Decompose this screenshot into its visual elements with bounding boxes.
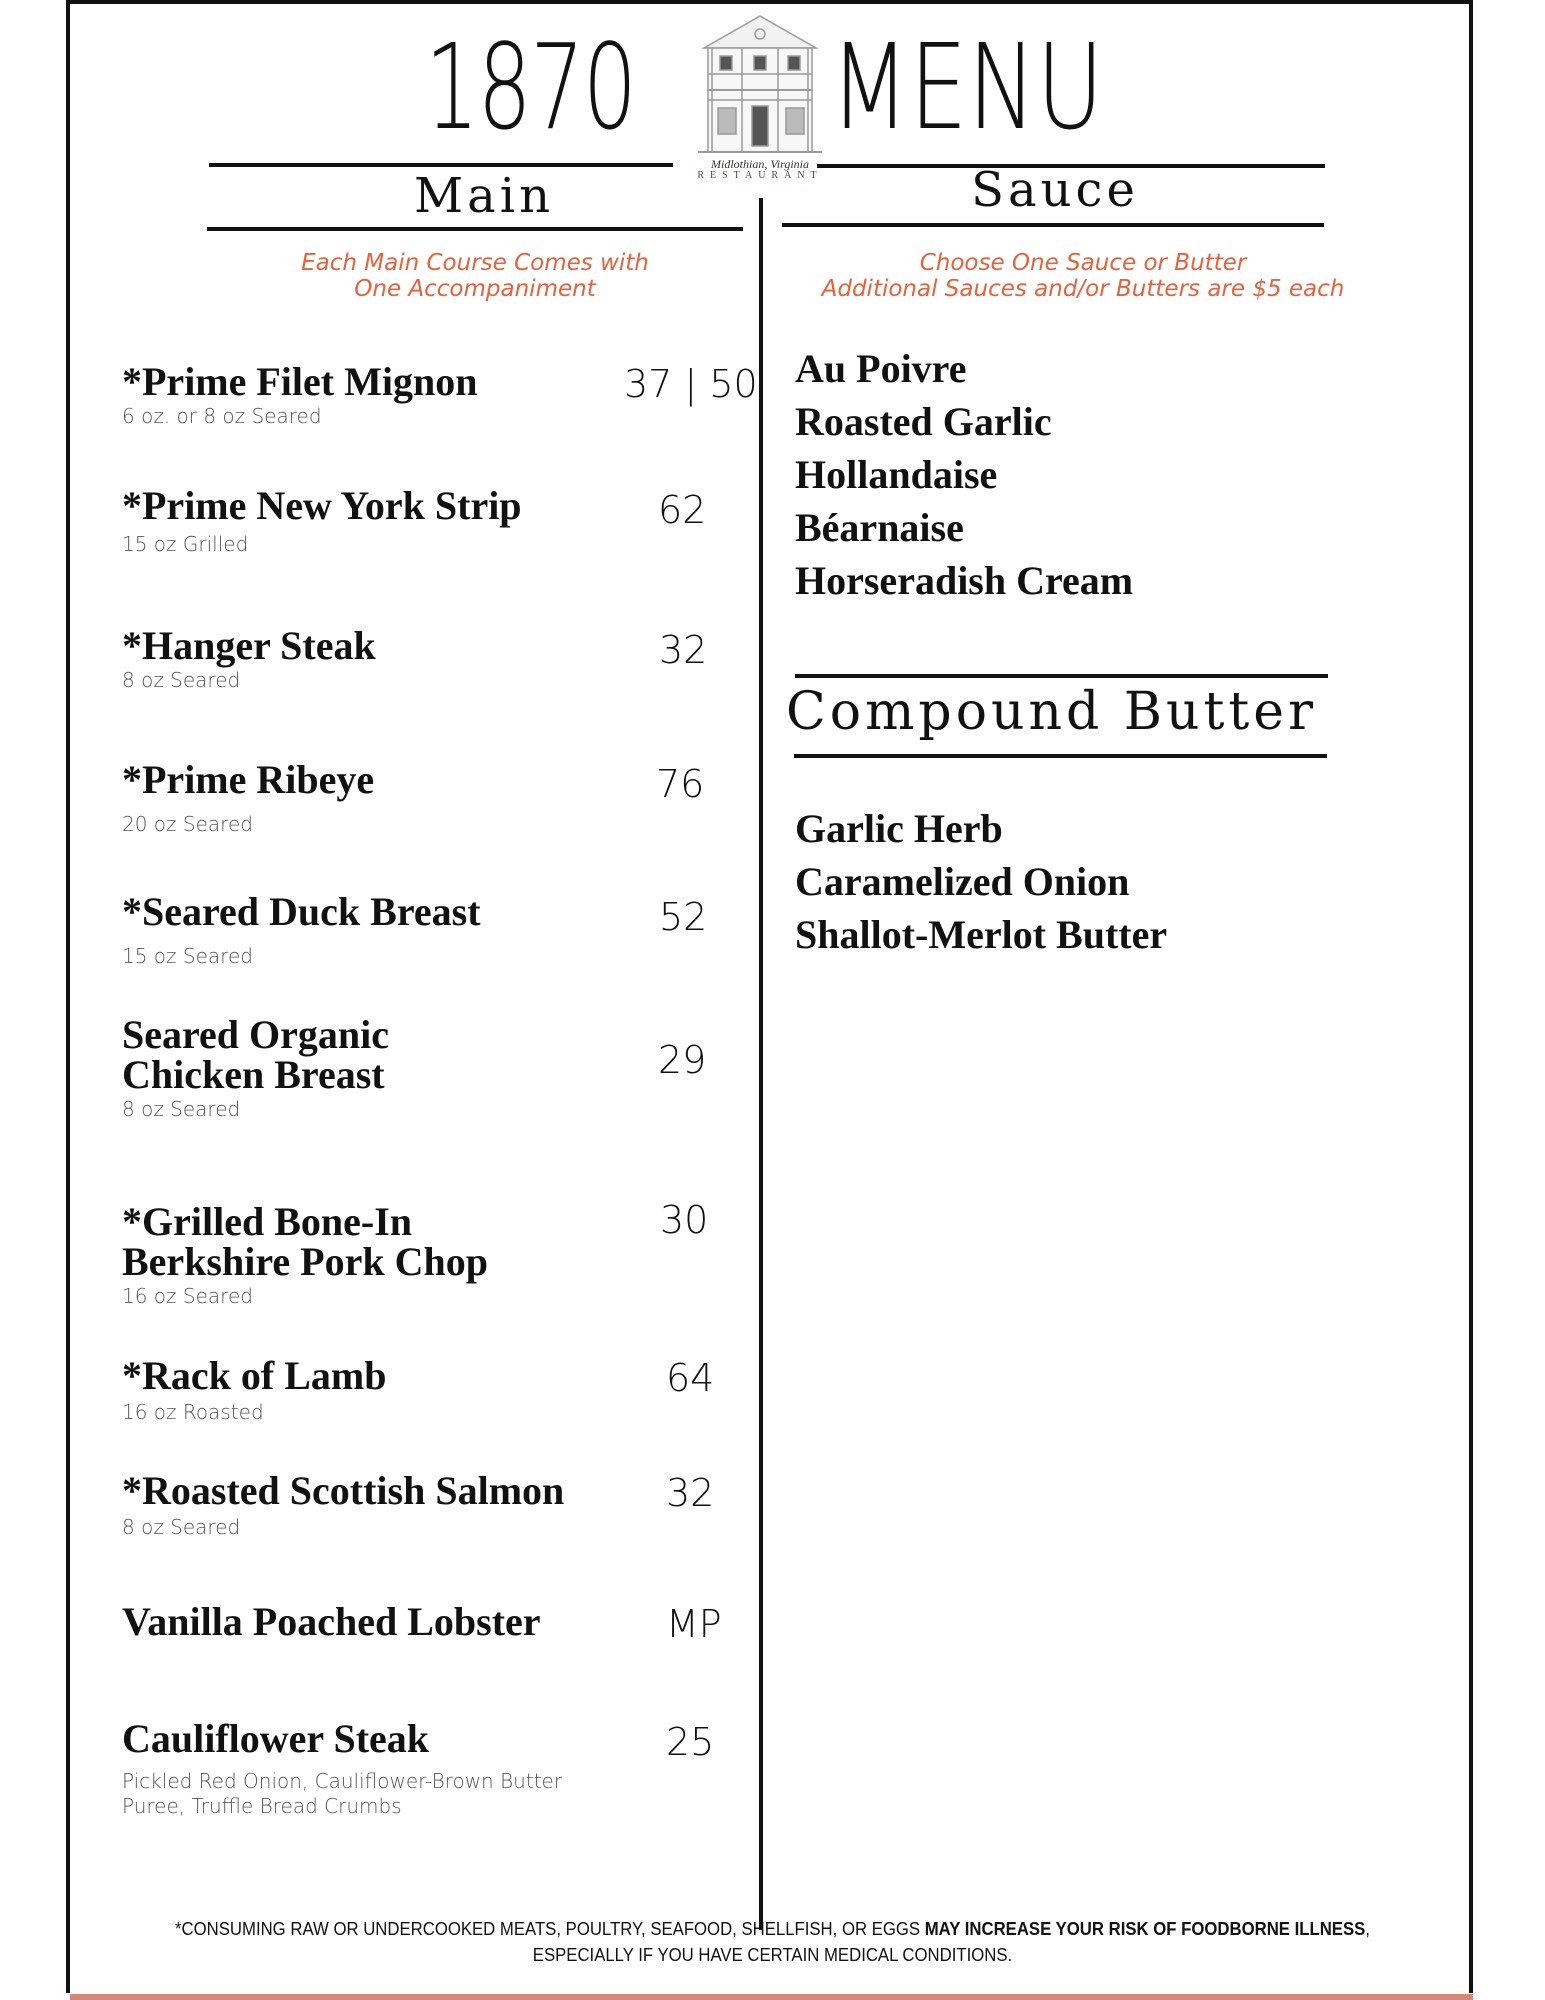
main-note (240, 250, 710, 302)
item-name: Vanilla Poached Lobster (122, 1599, 541, 1644)
sauce-list (795, 342, 1133, 607)
logo-location-text: Midlothian, Virginia (711, 157, 809, 171)
menu-item (122, 889, 752, 969)
item-price: 76 (656, 762, 705, 806)
item-price: 25 (666, 1720, 715, 1764)
item-name: *Prime Ribeye (122, 757, 375, 802)
main-top-rule (209, 163, 673, 167)
item-name: *Prime New York Strip (122, 483, 522, 528)
main-note-line2: One Accompaniment (354, 276, 596, 302)
item-name-line2: Berkshire Pork Chop (122, 1239, 488, 1284)
logo-restaurant-text: RESTAURANT (697, 170, 823, 181)
sauce-note (778, 250, 1388, 302)
sauce-note-line2: Additional Sauces and/or Butters are $5 each (821, 276, 1345, 302)
item-desc: 8 oz Seared (122, 1097, 241, 1121)
sauce-section-title: Sauce (971, 162, 1139, 218)
item-price: 32 (659, 628, 708, 672)
sauce-bottom-rule (782, 223, 1324, 227)
item-name-line1: *Grilled Bone-In (122, 1199, 413, 1244)
item-name: *Rack of Lamb (122, 1353, 387, 1398)
menu-item (122, 1716, 752, 1819)
item-price: 30 (660, 1198, 709, 1242)
main-section-title: Main (413, 168, 555, 224)
menu-item (122, 1198, 752, 1309)
butter-section-title: Compound Butter (786, 682, 1317, 742)
item-price: 37 | 50 (624, 362, 758, 406)
item-price: 62 (658, 488, 707, 532)
item-desc-line1: Pickled Red Onion, Cauliflower-Brown Butter (122, 1769, 563, 1793)
main-note-line1: Each Main Course Comes with (301, 250, 649, 276)
item-name: *Hanger Steak (122, 623, 376, 668)
disclaimer-part1: *CONSUMING RAW OR UNDERCOOKED MEATS, POULTRY, SEAFOOD, SHELLFISH, OR EGGS (175, 1919, 925, 1939)
sauce-item: Au Poivre (795, 346, 967, 391)
menu-item (122, 1468, 752, 1540)
item-desc: 20 oz Seared (122, 812, 253, 836)
item-name: *Seared Duck Breast (122, 889, 481, 934)
disclaimer-part3: , ESPECIALLY IF YOU HAVE CERTAIN MEDICAL CONDITIONS. (532, 1919, 1370, 1965)
butter-top-rule (795, 674, 1328, 678)
menu-item (122, 1353, 752, 1425)
butter-item: Shallot-Merlot Butter (795, 912, 1168, 957)
sauce-note-line1: Choose One Sauce or Butter (919, 250, 1247, 276)
item-price: 32 (666, 1471, 715, 1515)
item-price: 29 (658, 1038, 707, 1082)
item-price: 64 (666, 1356, 715, 1400)
sauce-item: Hollandaise (795, 452, 998, 497)
item-desc-line2: Puree, Truffle Bread Crumbs (122, 1794, 402, 1818)
item-desc: 16 oz Seared (122, 1284, 253, 1308)
title-menu: MENU (830, 18, 1104, 156)
butter-item: Garlic Herb (795, 806, 1003, 851)
item-desc: 6 oz. or 8 oz Seared (122, 404, 322, 428)
item-price: 52 (659, 895, 708, 939)
item-desc: 15 oz Seared (122, 944, 253, 968)
menu-item (122, 623, 752, 693)
butter-bottom-rule (794, 754, 1327, 758)
food-safety-disclaimer (147, 1916, 1398, 1968)
item-name-line2: Chicken Breast (122, 1052, 385, 1097)
sauce-item: Béarnaise (795, 505, 964, 550)
item-desc: 8 oz Seared (122, 668, 241, 692)
item-price: MP (666, 1602, 722, 1646)
bottom-accent-band (70, 1994, 1473, 2000)
column-divider (759, 198, 763, 1930)
item-desc: 16 oz Roasted (122, 1400, 264, 1424)
item-name: *Prime Filet Mignon (122, 359, 478, 404)
item-desc: 15 oz Grilled (122, 532, 249, 556)
sauce-item: Horseradish Cream (795, 558, 1134, 603)
disclaimer-bold: MAY INCREASE YOUR RISK OF FOODBORNE ILLNESS (924, 1919, 1366, 1939)
menu-item (122, 1599, 752, 1646)
sauce-item: Roasted Garlic (795, 399, 1052, 444)
item-desc: 8 oz Seared (122, 1515, 241, 1539)
item-name: Cauliflower Steak (122, 1716, 430, 1761)
main-bottom-rule (207, 227, 743, 231)
title-year: 1870 (425, 18, 636, 156)
item-name-line1: Seared Organic (122, 1012, 390, 1057)
butter-list (795, 802, 1167, 961)
item-name: *Roasted Scottish Salmon (122, 1468, 565, 1513)
butter-item: Caramelized Onion (795, 859, 1130, 904)
